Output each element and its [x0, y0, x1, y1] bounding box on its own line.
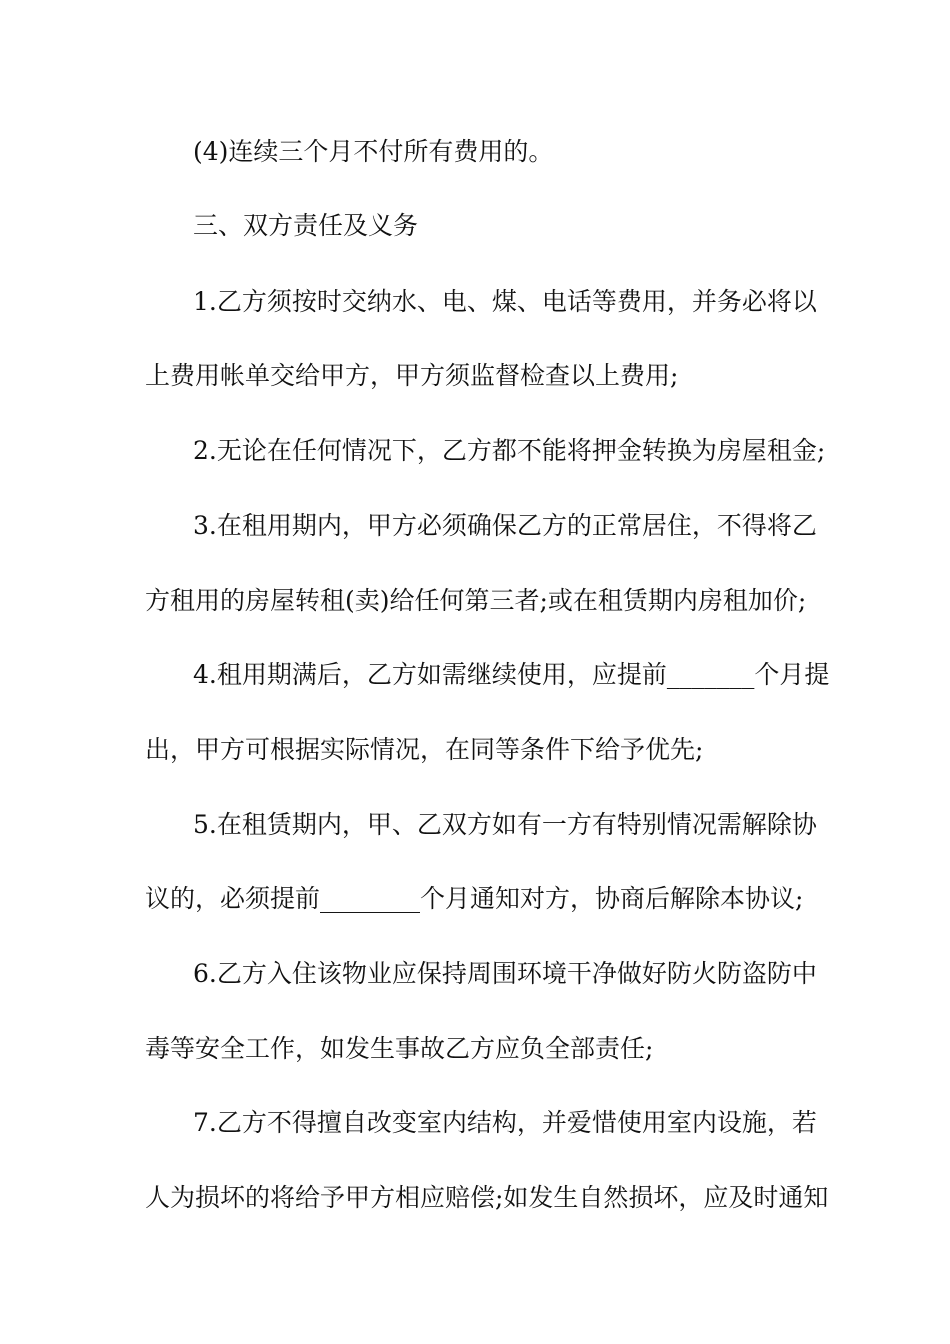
- item-7-line-2: 人为损坏的将给予甲方相应赔偿;如发生自然损坏，应及时通知: [145, 1183, 829, 1212]
- item-3-line-2: 方租用的房屋转租(卖)给任何第三者;或在租赁期内房租加价;: [145, 586, 807, 615]
- item-4-line-2: 出，甲方可根据实际情况，在同等条件下给予优先;: [145, 735, 704, 764]
- item-6-line-2: 毒等安全工作，如发生事故乙方应负全部责任;: [145, 1034, 654, 1063]
- clause-4-nonpayment: (4)连续三个月不付所有费用的。: [193, 137, 554, 166]
- item-3-line-1: 3.在租用期内，甲方必须确保乙方的正常居住，不得将乙: [193, 511, 817, 540]
- item-1-line-2: 上费用帐单交给甲方，甲方须监督检查以上费用;: [145, 361, 679, 390]
- item-2-line-1: 2.无论在任何情况下，乙方都不能将押金转换为房屋租金;: [193, 436, 826, 465]
- item-4-line-1: 4.租用期满后，乙方如需继续使用，应提前_______个月提: [193, 660, 830, 689]
- item-5-line-2: 议的，必须提前________个月通知对方，协商后解除本协议;: [145, 884, 804, 913]
- item-5-line-1: 5.在租赁期内，甲、乙双方如有一方有特别情况需解除协: [193, 810, 817, 839]
- item-1-line-1: 1.乙方须按时交纳水、电、煤、电话等费用，并务必将以: [193, 287, 817, 316]
- item-6-line-1: 6.乙方入住该物业应保持周围环境干净做好防火防盗防中: [193, 959, 817, 988]
- section-heading-responsibilities: 三、双方责任及义务: [193, 211, 419, 240]
- item-7-line-1: 7.乙方不得擅自改变室内结构，并爱惜使用室内设施，若: [193, 1108, 817, 1137]
